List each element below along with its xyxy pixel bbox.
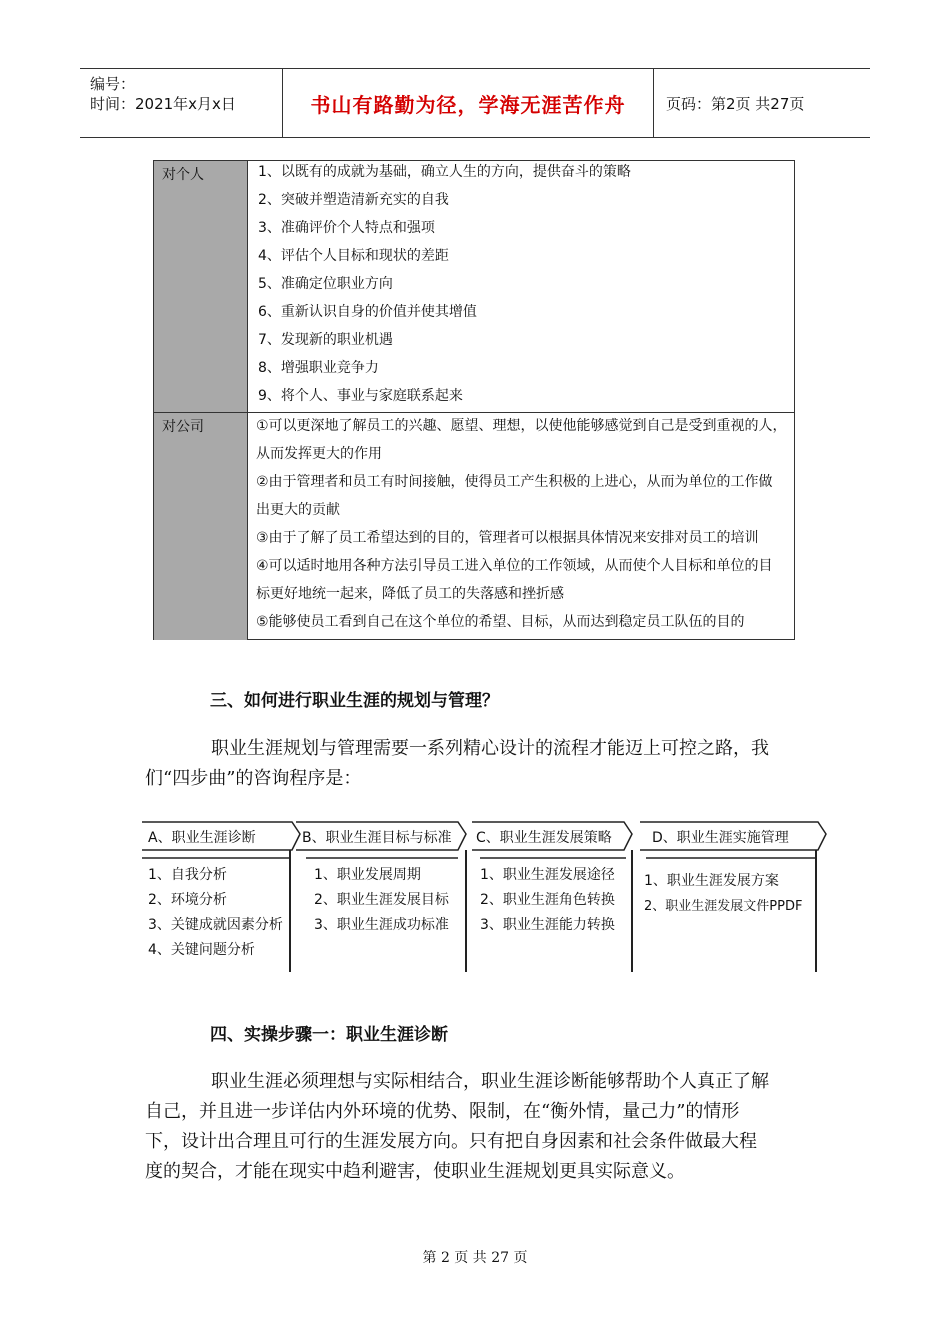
company-line: ④可以适时地用各种方法引导员工进入单位的工作领域，从而使个人目标和单位的目 (256, 558, 773, 574)
step-a-item: 4、关键问题分析 (148, 942, 255, 958)
paragraph-line: 职业生涯规划与管理需要一系列精心设计的流程才能迈上可控之路，我 (211, 738, 769, 759)
motto: 书山有路勤为径，学海无涯苦作舟 (310, 92, 626, 117)
step-c-item: 2、职业生涯角色转换 (480, 892, 615, 908)
header-info-cell (80, 69, 283, 137)
time-label: 时间：2021年x月x日 (90, 95, 236, 113)
personal-item: 6、重新认识自身的价值并使其增值 (258, 304, 477, 320)
personal-label: 对个人 (154, 161, 248, 413)
step-a-item: 2、环境分析 (148, 892, 227, 908)
step-d-item: 2、职业生涯发展文件PPDF (644, 899, 803, 914)
section3-paragraph (145, 734, 805, 794)
header-page-cell (654, 69, 870, 137)
company-line: ⑤能够使员工看到自己在这个单位的希望、目标，从而达到稳定员工队伍的目的 (256, 614, 745, 630)
step-c-item: 3、职业生涯能力转换 (480, 917, 615, 933)
company-line: 从而发挥更大的作用 (256, 446, 382, 462)
step-b-item: 1、职业发展周期 (314, 867, 421, 883)
section4-paragraph (145, 1067, 805, 1187)
section3-heading: 三、如何进行职业生涯的规划与管理？ (210, 691, 499, 711)
paragraph-line: 下，设计出合理且可行的生涯发展方向。只有把自身因素和社会条件做最大程 (145, 1131, 757, 1152)
paragraph-line: 自己，并且进一步详估内外环境的优势、限制，在“衡外情，量己力”的情形 (145, 1101, 740, 1122)
company-items (248, 413, 794, 640)
page-footer: 第 2 页 共 27 页 (422, 1250, 528, 1266)
step-a-item: 1、自我分析 (148, 867, 227, 883)
header-page-number: 页码：第2页 共27页 (666, 94, 805, 113)
step-b-item: 2、职业生涯发展目标 (314, 892, 449, 908)
header-motto-cell (283, 69, 654, 137)
personal-item: 4、评估个人目标和现状的差距 (258, 248, 449, 264)
company-line: ①可以更深地了解员工的兴趣、愿望、理想，以使他能够感觉到自己是受到重视的人， (256, 418, 787, 434)
step-a-item: 3、关键成就因素分析 (148, 917, 283, 933)
company-line: ③由于了解了员工希望达到的目的，管理者可以根据具体情况来安排对员工的培训 (256, 530, 759, 546)
page-header (80, 68, 870, 138)
paragraph-line: 职业生涯必须理想与实际相结合，职业生涯诊断能够帮助个人真正了解 (211, 1071, 769, 1092)
four-step-diagram (140, 820, 830, 975)
step-d-title: D、职业生涯实施管理 (652, 830, 789, 846)
benefits-table (153, 160, 795, 640)
paragraph-line: 度的契合，才能在现实中趋利避害，使职业生涯规划更具实际意义。 (145, 1161, 685, 1182)
section4-heading: 四、实操步骤一：职业生涯诊断 (210, 1025, 448, 1045)
personal-item: 1、以既有的成就为基础，确立人生的方向，提供奋斗的策略 (258, 164, 631, 180)
personal-item: 9、将个人、事业与家庭联系起来 (258, 388, 463, 404)
personal-item: 5、准确定位职业方向 (258, 276, 393, 292)
personal-item: 8、增强职业竞争力 (258, 360, 379, 376)
company-line: 标更好地统一起来，降低了员工的失落感和挫折感 (256, 586, 564, 602)
personal-item: 2、突破并塑造清新充实的自我 (258, 192, 449, 208)
step-a-title: A、职业生涯诊断 (148, 830, 256, 846)
personal-items (248, 161, 794, 413)
company-line: ②由于管理者和员工有时间接触，使得员工产生积极的上进心，从而为单位的工作做 (256, 474, 773, 490)
step-c-item: 1、职业生涯发展途径 (480, 867, 615, 883)
step-c-title: C、职业生涯发展策略 (476, 830, 612, 846)
personal-item: 7、发现新的职业机遇 (258, 332, 393, 348)
step-b-title: B、职业生涯目标与标准 (302, 830, 452, 846)
step-d-item: 1、职业生涯发展方案 (644, 873, 779, 889)
company-line: 出更大的贡献 (256, 502, 340, 518)
paragraph-line: 们“四步曲”的咨询程序是： (145, 768, 362, 789)
personal-item: 3、准确评价个人特点和强项 (258, 220, 435, 236)
step-b-item: 3、职业生涯成功标准 (314, 917, 449, 933)
number-label: 编号： (90, 75, 136, 93)
company-label: 对公司 (154, 413, 248, 640)
